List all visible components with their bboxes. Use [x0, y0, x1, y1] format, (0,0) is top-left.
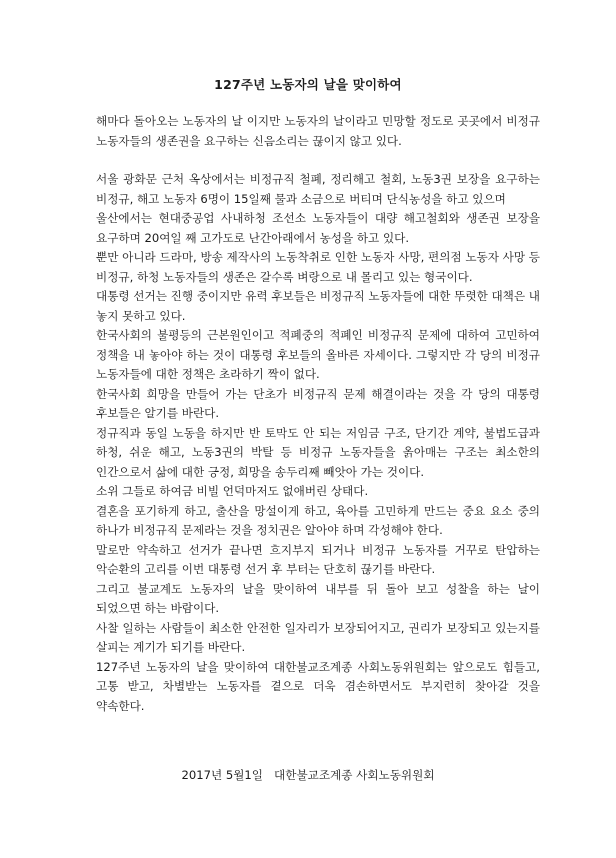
body-paragraph: 말로만 약속하고 선거가 끝나면 흐지부지 되거나 비정규 노동자를 거꾸로 탄압하는 악순환의 고리를 이번 대통령 선거 후 부터는 단호히 끊기를 바란다.	[96, 542, 540, 576]
body-paragraph: 127주년 노동자의 날을 맞이하여 대한불교조계종 사회노동위원회는 앞으로도 힘들고, 고통 받고, 차별받는 노동자를 곁으로 더욱 겸손하면서도 부지런히 찾아갈 것을 약속한다.	[96, 659, 540, 713]
body-paragraph: 한국사회의 불평등의 근본원인이고 적폐중의 적폐인 비정규직 문제에 대하여 고민하여 정책을 내 놓아야 하는 것이 대통령 후보들의 올바른 자세이다. 그렇지만 각 당의 비정규 노동자들에 대한 정책은 초라하기 짝이 없다.	[96, 328, 540, 381]
body-paragraph: 한국사회 희망을 만들어 가는 단초가 비정규직 문제 해결이라는 것을 각 당의 대통령 후보들은 알기를 바란다.	[96, 386, 540, 420]
body-paragraph: 대통령 선거는 진행 중이지만 유력 후보들은 비정규직 노동자들에 대한 뚜렷한 대책은 내 놓지 못하고 있다.	[96, 289, 540, 323]
document-title: 127주년 노동자의 날을 맞이하여	[214, 77, 402, 92]
body-paragraph: 뿐만 아니라 드라마, 방송 제작사의 노동착취로 인한 노동자 사망, 편의점 노동자 사망 등 비정규, 하청 노동자들의 생존은 갈수록 벼랑으로 내 몰리고 있는 형국이다.	[96, 250, 540, 284]
body-paragraph: 정규직과 동일 노동을 하지만 반 토막도 안 되는 저임금 구조, 단기간 계약, 불법도급과 하청, 쉬운 해고, 노동3권의 박탈 등 비정규 노동자들을 옭아매는 구조는 최소한의 인간으로서 삶에 대한 긍정, 희망을 송두리째 빼앗아 가는 것이다.	[96, 425, 540, 479]
intro-paragraph: 해마다 돌아오는 노동자의 날 이지만 노동자의 날이라고 민망할 정도로 곳곳에서 비정규 노동자들의 생존권을 요구하는 신음소리는 끊이지 않고 있다.	[96, 114, 540, 148]
document-body	[96, 112, 540, 716]
body-paragraph: 그리고 불교계도 노동자의 날을 맞이하여 내부를 뒤 돌아 보고 성찰을 하는 날이 되었으면 하는 바람이다.	[96, 581, 540, 615]
body-paragraph: 사찰 일하는 사람들이 최소한 안전한 일자리가 보장되어지고, 권리가 보장되고 있는지를 살피는 계기가 되기를 바란다.	[96, 620, 540, 654]
body-paragraph: 울산에서는 현대중공업 사내하청 조선소 노동자들이 대량 해고철회와 생존권 보장을 요구하며 20여일 째 고가도로 난간아래에서 농성을 하고 있다.	[96, 211, 540, 245]
body-paragraph: 결혼을 포기하게 하고, 출산을 망설이게 하고, 육아를 고민하게 만드는 중요 요소 중의 하나가 비정규직 문제라는 것을 정치권은 알아야 하며 각성해야 한다.	[96, 503, 540, 537]
body-paragraph: 소위 그들로 하여금 비빌 언덕마저도 없애버린 상태다.	[96, 484, 369, 498]
body-paragraph: 서울 광화문 근처 옥상에서는 비정규직 철폐, 정리해고 철회, 노동3권 보장을 요구하는 비정규, 해고 노동자 6명이 15일째 물과 소금으로 버티며 단식농성을 하고 있으며	[96, 172, 540, 206]
document-signature: 2017년 5월1일 대한불교조계종 사회노동위원회	[181, 768, 435, 782]
